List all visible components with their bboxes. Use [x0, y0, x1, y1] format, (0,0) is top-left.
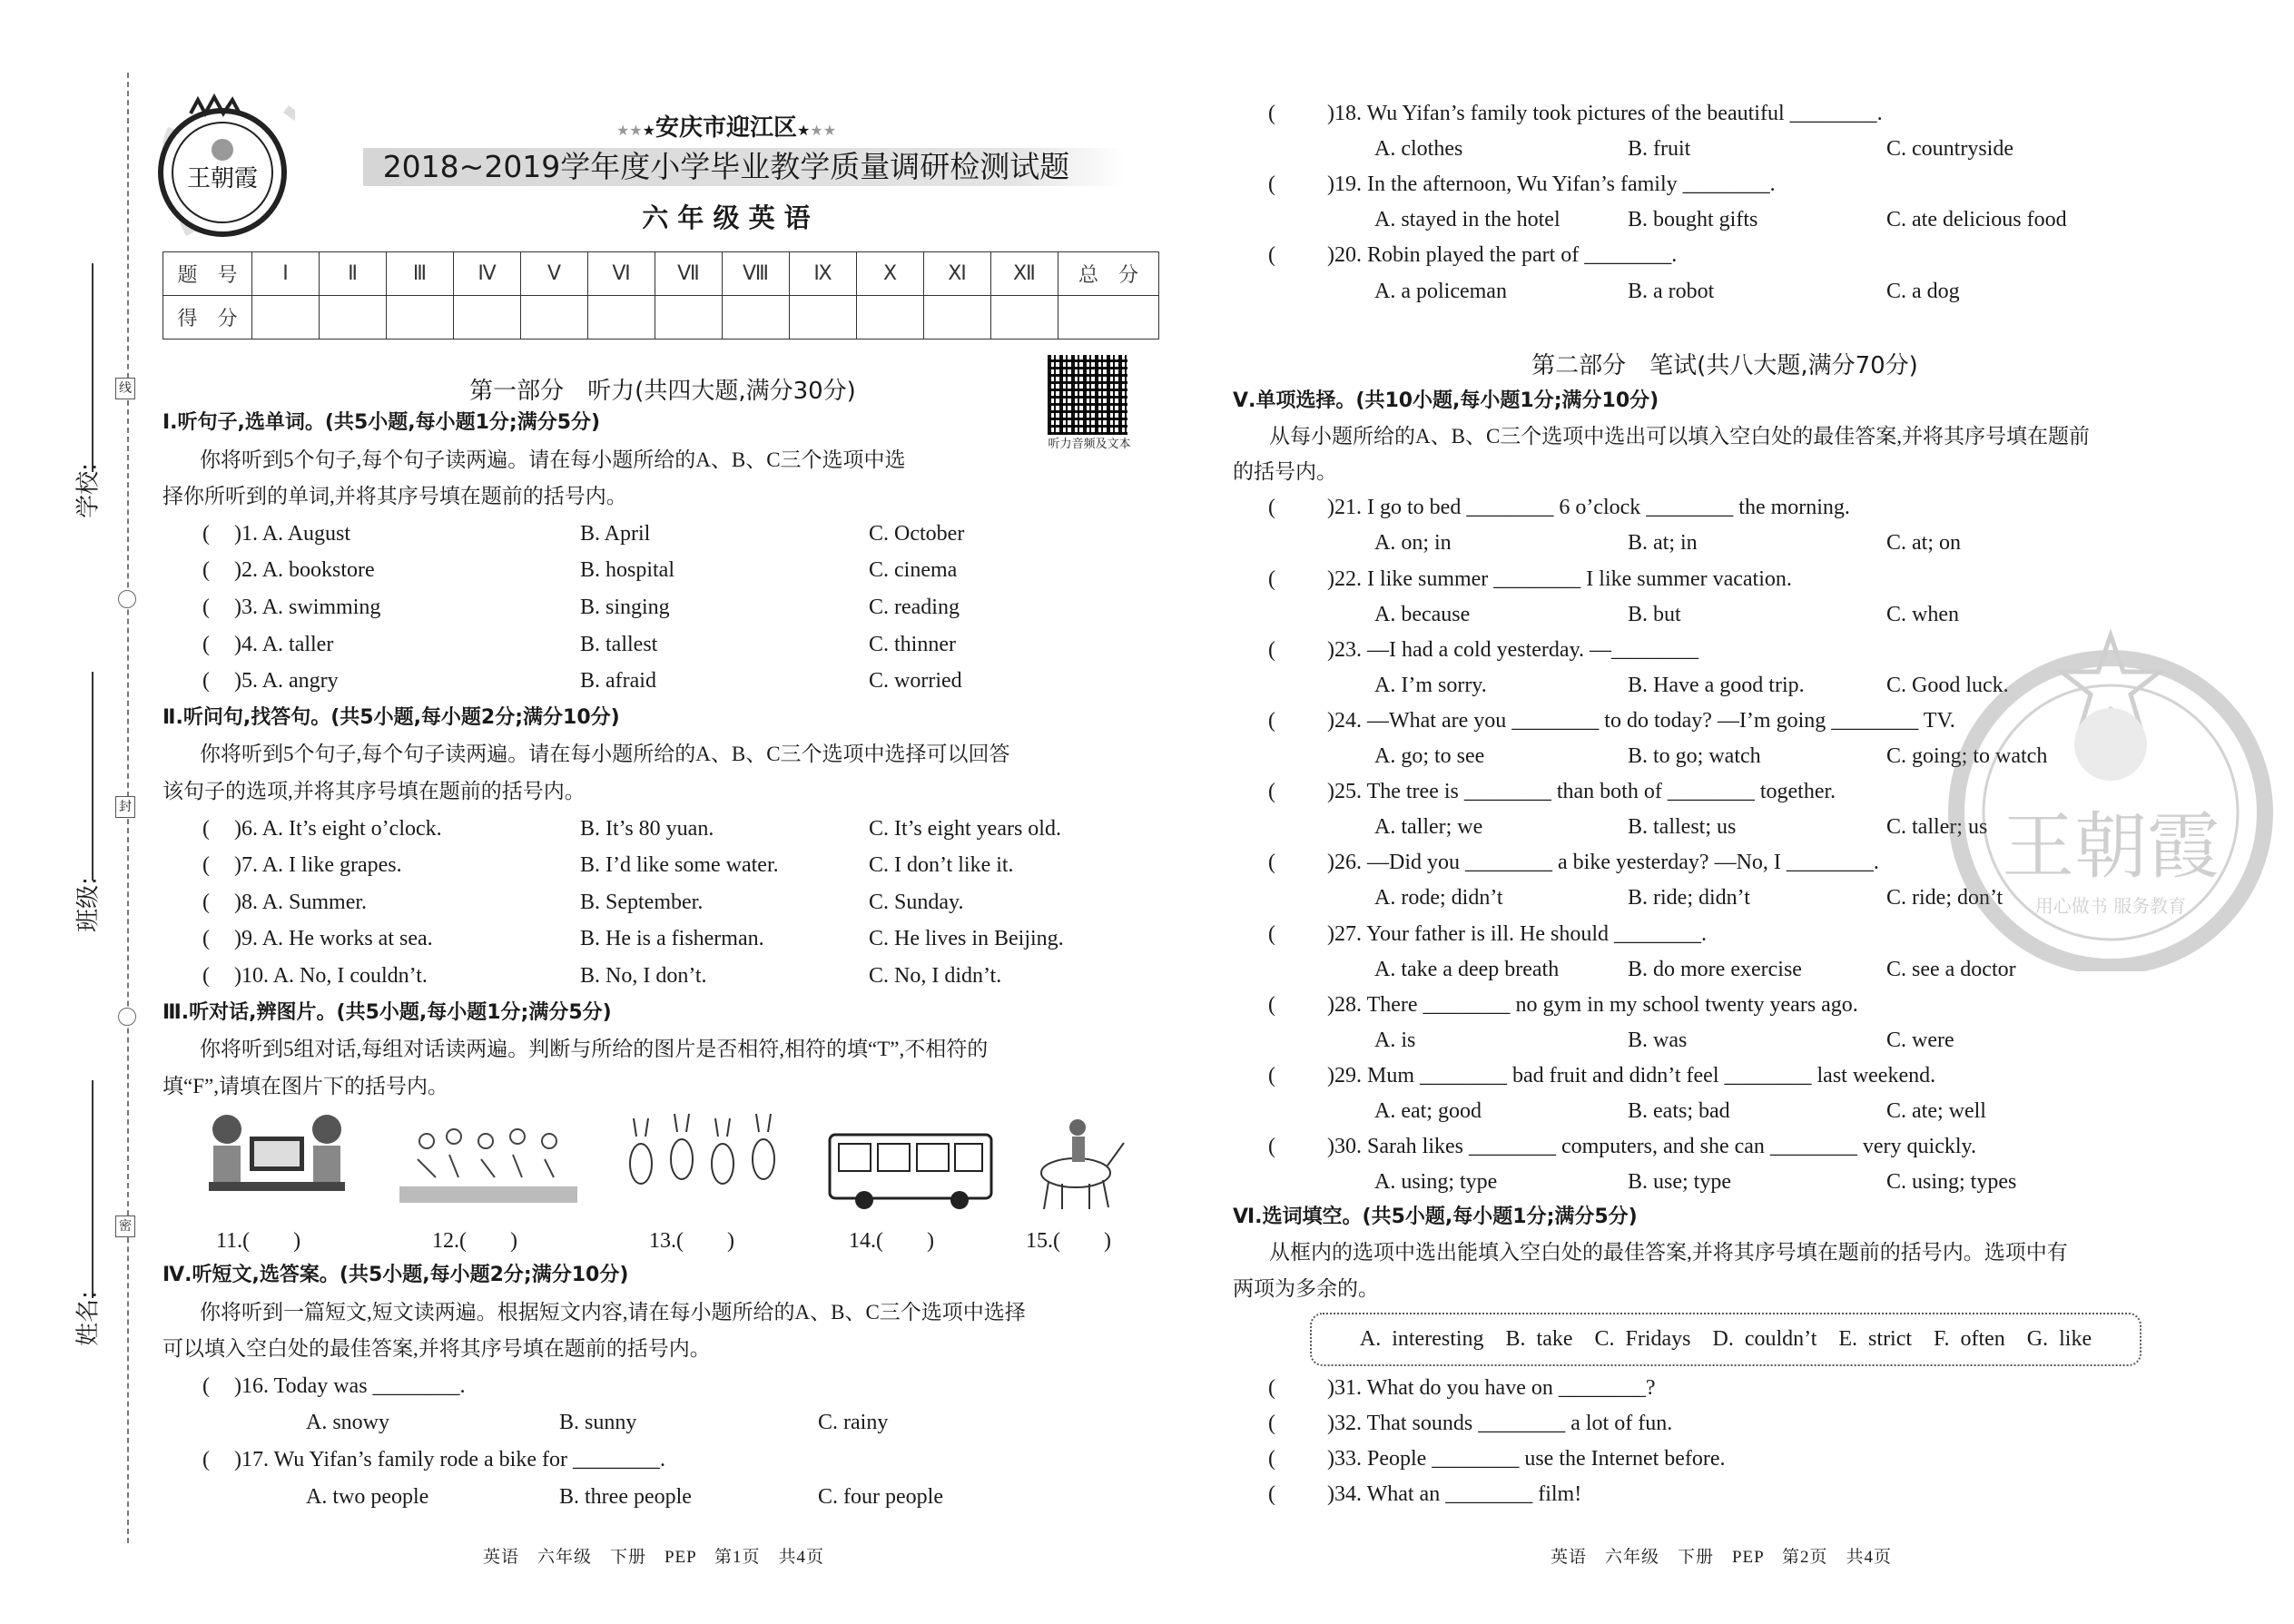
option-a: A. angry	[261, 669, 339, 694]
total-label: 总 分	[1058, 252, 1159, 296]
question-stem: Sarah likes ________ computers, and she can ________ very quickly.	[1367, 1135, 1976, 1159]
question-number-value: 27	[1334, 921, 1356, 946]
option-a: A. bookstore	[261, 558, 375, 583]
seal-char-secret: 密	[115, 1216, 135, 1237]
question-number-value: 20	[1334, 243, 1356, 268]
option-a: A. a policeman	[1374, 279, 1507, 303]
answer-bracket[interactable]: (	[1268, 1376, 1275, 1400]
answer-bracket[interactable]: (	[1268, 992, 1275, 1017]
section-title: Ⅳ.听短文,选答案。(共5小题,每小题2分;满分10分)	[162, 1264, 629, 1286]
answer-bracket[interactable]: (	[1268, 566, 1275, 591]
question-number: )10. A. No, I couldn’t.	[234, 964, 428, 988]
question-number: )24. —What are you ________ to do today? —I’m going ________ TV.	[1327, 708, 1955, 733]
question-stem: Today was ________.	[273, 1373, 466, 1398]
option-b: B. I’d like some water.	[580, 853, 779, 878]
option-c: C. ate; well	[1886, 1099, 1986, 1123]
option-c: C. October	[869, 521, 965, 546]
column-header: Ⅳ	[454, 252, 521, 296]
option-b: B. bought gifts	[1628, 208, 1758, 232]
option-c: C. when	[1886, 602, 1959, 626]
question-stem: Robin played the part of ________.	[1367, 243, 1678, 268]
option-a: A. on; in	[1374, 531, 1452, 556]
question-20	[0, 237, 2294, 273]
question-stem: What an ________ film!	[1366, 1482, 1582, 1507]
seal-char-seal: 封	[115, 796, 135, 818]
option-b: B. No, I don’t.	[580, 964, 707, 988]
option-c: C. see a doctor	[1886, 957, 2016, 981]
instruction-line	[0, 418, 2294, 455]
question-number-value: 8	[241, 890, 252, 914]
answer-options	[0, 202, 2294, 238]
option-b: B. to go; watch	[1628, 744, 1761, 768]
option-c: C. No, I didn’t.	[869, 964, 1002, 988]
question-number-value: 2	[241, 558, 252, 583]
part1-heading: 第一部分 听力(共四大题,满分30分)	[469, 378, 856, 405]
question-number: )25. The tree is ________ than both of ________ together.	[1327, 780, 1836, 804]
answer-bracket[interactable]: (	[1268, 172, 1275, 197]
picture-label-13[interactable]: 13.( )	[649, 1229, 734, 1253]
section-title: Ⅵ.选词填空。(共5小题,每小题1分;满分5分)	[1233, 1206, 1638, 1229]
option-a: A. No, I couldn’t.	[272, 964, 428, 988]
option-c: C. I don’t like it.	[869, 853, 1014, 878]
option-a: A. taller; we	[1374, 815, 1483, 840]
answer-bracket[interactable]: (	[202, 1448, 210, 1471]
question-number: )34. What an ________ film!	[1327, 1482, 1582, 1507]
picture-label-15[interactable]: 15.( )	[1026, 1229, 1111, 1253]
question-number-value: 21	[1334, 496, 1356, 520]
question-number-value: 22	[1334, 566, 1356, 591]
option-a: A. go; to see	[1374, 744, 1485, 768]
column-header: Ⅴ	[521, 252, 588, 296]
question-number: )27. Your father is ill. He should ________.	[1327, 921, 1707, 946]
seal-char-line: 线	[115, 378, 135, 399]
option-a: A. stayed in the hotel	[1374, 208, 1561, 232]
option-b: B. hospital	[580, 558, 675, 583]
column-header: Ⅲ	[387, 252, 454, 296]
question-number-value: 16	[241, 1373, 263, 1398]
answer-bracket[interactable]: (	[1268, 637, 1275, 662]
column-header: Ⅰ	[252, 252, 320, 296]
answer-bracket[interactable]: (	[202, 669, 210, 694]
question-number: )6. A. It’s eight o’clock.	[234, 816, 442, 841]
instruction-text: 两项为多余的。	[1233, 1276, 1379, 1300]
option-c: C. cinema	[869, 558, 958, 583]
option-a: A. swimming	[261, 595, 381, 619]
instruction-text: 你将听到一篇短文,短文读两遍。根据短文内容,请在每小题所给的A、B、C三个选项中选择	[200, 1300, 1026, 1324]
option-b: B. tallest	[580, 632, 658, 656]
question-stem: Your father is ill. He should ________.	[1366, 921, 1707, 946]
question-number-value: 29	[1334, 1063, 1356, 1088]
question-number-label: 题 号	[163, 252, 252, 296]
question-number-value: 24	[1334, 708, 1356, 733]
question-number: )30. Sarah likes ________ computers, and she can ________ very quickly.	[1327, 1135, 1976, 1159]
question-number: )3. A. swimming	[234, 595, 381, 619]
question-number-value: 4	[241, 632, 252, 656]
option-b: B. ride; didn’t	[1628, 886, 1750, 910]
option-b: B. singing	[580, 595, 670, 619]
question-number-value: 25	[1334, 780, 1356, 804]
answer-options	[0, 525, 2294, 561]
option-a: A. He works at sea.	[261, 927, 433, 951]
question-29	[0, 1058, 2294, 1094]
option-a: A. eat; good	[1374, 1099, 1482, 1123]
answer-bracket[interactable]: (	[202, 964, 210, 988]
option-a: A. August	[261, 521, 351, 546]
question-stem: In the afternoon, Wu Yifan’s family ________.	[1367, 172, 1776, 197]
score-label: 得 分	[163, 296, 252, 340]
option-c: C. four people	[818, 1484, 943, 1509]
question-number-value: 28	[1334, 992, 1356, 1017]
question-number-value: 23	[1334, 637, 1356, 662]
answer-bracket[interactable]: (	[202, 595, 210, 619]
option-c: C. countryside	[1886, 137, 2013, 162]
question-32	[0, 1405, 2294, 1442]
column-header: Ⅸ	[790, 252, 857, 296]
question-number-value: 34	[1334, 1482, 1356, 1507]
answer-bracket[interactable]: (	[1268, 1482, 1275, 1507]
option-a: A. It’s eight o’clock.	[261, 816, 442, 841]
question-number-value: 6	[241, 816, 252, 841]
instruction-text: 择你所听到的单词,并将其序号填在题前的括号内。	[162, 485, 627, 508]
instruction-line	[0, 454, 2294, 490]
answer-bracket[interactable]: (	[202, 927, 210, 951]
question-stem: That sounds ________ a lot of fun.	[1366, 1412, 1673, 1436]
star-icon: ★	[642, 122, 655, 139]
option-a: A. take a deep breath	[1374, 957, 1560, 981]
question-number: )1. A. August	[234, 521, 351, 546]
question-stem: —Did you ________ a bike yesterday? —No, I ________.	[1367, 851, 1879, 875]
question-19	[0, 166, 2294, 202]
option-b: B. use; type	[1628, 1170, 1731, 1195]
instruction-line	[0, 1271, 2294, 1307]
option-c: C. going; to watch	[1886, 744, 2048, 768]
instruction-text: 可以填入空白处的最佳答案,并将其序号填在题前的括号内。	[162, 1337, 711, 1361]
question-stem: I like summer ________ I like summer vacation.	[1367, 566, 1792, 591]
option-a: A. snowy	[306, 1411, 390, 1435]
question-number: )32. That sounds ________ a lot of fun.	[1327, 1412, 1673, 1436]
option-c: C. It’s eight years old.	[869, 816, 1061, 841]
option-c: C. Sunday.	[869, 890, 964, 914]
option-c: C. ride; don’t	[1886, 886, 2004, 910]
option-a: A. because	[1374, 602, 1471, 626]
watermark-slogan: 用心做书 服务教育	[2034, 895, 2187, 917]
section-title: Ⅴ.单项选择。(共10小题,每小题1分;满分10分)	[1233, 389, 1659, 412]
option-b: B. three people	[559, 1484, 692, 1509]
answer-options	[0, 131, 2294, 167]
answer-bracket[interactable]: (	[202, 558, 210, 583]
instruction-text: 你将听到5个句子,每个句子读两遍。请在每小题所给的A、B、C三个选项中选	[200, 448, 906, 471]
question-number-value: 32	[1334, 1412, 1356, 1436]
watermark-name: 王朝霞	[2002, 804, 2220, 889]
exam-title: 2018~2019学年度小学毕业教学质量调研检测试题	[382, 149, 1070, 184]
question-number: )16. Today was ________.	[234, 1373, 466, 1398]
option-b: B. It’s 80 yuan.	[580, 816, 714, 841]
option-a: A. is	[1374, 1028, 1416, 1052]
option-b: B. April	[580, 521, 651, 546]
column-header: Ⅷ	[723, 252, 790, 296]
option-c: C. He lives in Beijing.	[869, 927, 1064, 951]
column-header: Ⅺ	[924, 252, 991, 296]
instruction-text: 填“F”,请填在图片下的括号内。	[162, 1074, 448, 1097]
option-b: B. tallest; us	[1628, 815, 1737, 840]
section-header	[0, 1199, 2294, 1235]
section-title: Ⅲ.听对话,辨图片。(共5小题,每小题1分;满分5分)	[162, 1000, 612, 1024]
answer-bracket[interactable]: (	[1268, 1447, 1275, 1471]
instruction-text: 的括号内。	[1233, 460, 1337, 484]
option-b: B. was	[1628, 1028, 1688, 1052]
question-number-value: 31	[1334, 1376, 1356, 1400]
question-number: )8. A. Summer.	[234, 890, 368, 914]
question-number: )28. There ________ no gym in my school twenty years ago.	[1327, 992, 1858, 1017]
option-c: C. using; types	[1886, 1170, 2017, 1195]
question-number-value: 33	[1334, 1447, 1356, 1471]
question-number: )22. I like summer ________ I like summer vacation.	[1327, 566, 1792, 591]
option-b: B. sunny	[559, 1411, 637, 1435]
question-number: )21. I go to bed ________ 6 o’clock ________ the morning.	[1327, 496, 1850, 520]
question-number: )18. Wu Yifan’s family took pictures of the beautiful ________.	[1327, 102, 1883, 125]
option-b: B. afraid	[580, 669, 656, 694]
option-a: A. rode; didn’t	[1374, 886, 1503, 910]
question-stem: People ________ use the Internet before.	[1367, 1447, 1726, 1471]
answer-bracket[interactable]: (	[202, 816, 210, 841]
section-title: Ⅰ.听句子,选单词。(共5小题,每小题1分;满分5分)	[162, 411, 601, 434]
instruction-text: 你将听到5个句子,每个句子读两遍。请在每小题所给的A、B、C三个选项中选择可以回答	[200, 743, 1010, 766]
question-number: )17. Wu Yifan’s family rode a bike for ________.	[234, 1448, 665, 1471]
question-31	[0, 1370, 2294, 1406]
question-number: )29. Mum ________ bad fruit and didn’t feel ________ last weekend.	[1327, 1063, 1936, 1088]
option-c: C. thinner	[869, 632, 956, 656]
question-number-value: 30	[1334, 1135, 1356, 1159]
option-b: B. do more exercise	[1628, 957, 1802, 981]
question-number: )7. A. I like grapes.	[234, 853, 402, 878]
option-a: A. clothes	[1374, 137, 1463, 162]
question-21	[0, 489, 2294, 526]
question-33	[0, 1441, 2294, 1477]
question-number: )19. In the afternoon, Wu Yifan’s family ________.	[1327, 172, 1776, 197]
question-18	[0, 95, 2294, 132]
answer-options	[0, 1022, 2294, 1058]
instruction-text: 你将听到5组对话,每组对话读两遍。判断与所给的图片是否相符,相符的填“T”,不相符的	[200, 1038, 989, 1061]
question-22	[0, 561, 2294, 597]
svg-text:王朝霞: 王朝霞	[186, 165, 259, 192]
question-stem: Mum ________ bad fruit and didn’t feel ________ last weekend.	[1367, 1063, 1936, 1088]
question-number: )9. A. He works at sea.	[234, 927, 433, 951]
question-stem: Wu Yifan’s family rode a bike for ________.	[273, 1448, 665, 1471]
question-28	[0, 987, 2294, 1023]
question-number: )33. People ________ use the Internet before.	[1327, 1447, 1726, 1471]
question-number-value: 26	[1334, 851, 1356, 875]
column-header: Ⅱ	[320, 252, 387, 296]
question-number-value: 19	[1334, 172, 1356, 197]
question-stem: The tree is ________ than both of ________ together.	[1366, 780, 1836, 804]
qr-caption: 听力音频及文本	[1048, 437, 1131, 450]
question-34	[0, 1476, 2294, 1512]
question-number-value: 17	[241, 1448, 263, 1471]
question-number-value: 3	[241, 595, 252, 619]
word-bank-box: A. interesting B. take C. Fridays D. couldn’t E. strict F. often G. like	[1310, 1313, 2141, 1366]
option-a: A. taller	[261, 632, 334, 656]
instruction-line	[0, 1235, 2294, 1271]
answer-bracket[interactable]: (	[202, 632, 210, 656]
question-number-value: 9	[241, 927, 252, 951]
picture-label-14[interactable]: 14.( )	[849, 1229, 934, 1253]
column-header: Ⅹ	[857, 252, 924, 296]
name-label: 姓名:	[74, 1291, 103, 1346]
answer-bracket[interactable]: (	[202, 521, 210, 546]
star-icon: ★	[797, 122, 811, 139]
star-icon: ★★	[615, 122, 643, 139]
answer-bracket[interactable]: (	[1268, 496, 1275, 520]
section-header	[0, 383, 2294, 419]
question-stem: Wu Yifan’s family took pictures of the beautiful ________.	[1366, 102, 1883, 125]
picture-label-11[interactable]: 11.( )	[216, 1229, 301, 1253]
part2-heading: 第二部分 笔试(共八大题,满分70分)	[1531, 352, 1918, 379]
page-footer-left: 英语 六年级 下册 PEP 第1页 共4页	[482, 1548, 825, 1567]
option-b: B. but	[1628, 602, 1681, 626]
question-stem: —I had a cold yesterday. —________	[1367, 637, 1699, 662]
answer-bracket[interactable]: (	[1268, 1412, 1275, 1436]
question-number-value: 10	[241, 964, 263, 988]
question-number: )5. A. angry	[234, 669, 339, 694]
column-header: Ⅻ	[991, 252, 1058, 296]
question-number: )4. A. taller	[234, 632, 334, 656]
answer-bracket[interactable]: (	[1268, 1063, 1275, 1088]
answer-bracket[interactable]: (	[1268, 921, 1275, 946]
school-label: 学校:	[74, 463, 103, 518]
star-icon: ★★	[810, 122, 837, 139]
page-footer-right: 英语 六年级 下册 PEP 第2页 共4页	[1550, 1548, 1893, 1567]
option-a: A. using; type	[1374, 1170, 1498, 1195]
option-c: C. reading	[869, 595, 960, 619]
option-b: B. at; in	[1628, 531, 1698, 556]
question-number-value: 1	[241, 521, 252, 546]
question-number-value: 5	[241, 669, 252, 694]
answer-bracket[interactable]: (	[1268, 780, 1275, 804]
question-number: )2. A. bookstore	[234, 558, 375, 583]
option-c: C. were	[1886, 1028, 1954, 1052]
answer-bracket[interactable]: (	[1268, 1135, 1275, 1159]
option-c: C. Good luck.	[1886, 673, 2009, 697]
option-b: B. fruit	[1628, 137, 1691, 162]
option-c: C. at; on	[1886, 531, 1961, 556]
answer-bracket[interactable]: (	[202, 853, 210, 878]
option-c: C. taller; us	[1886, 815, 1988, 840]
class-label: 班级:	[74, 877, 103, 932]
option-c: C. worried	[869, 669, 962, 694]
question-stem: I go to bed ________ 6 o’clock ________ the morning.	[1367, 496, 1850, 520]
option-c: C. rainy	[818, 1411, 889, 1435]
option-a: A. I’m sorry.	[1374, 673, 1487, 697]
option-a: A. two people	[306, 1484, 429, 1509]
answer-bracket[interactable]: (	[1268, 708, 1275, 733]
answer-bracket[interactable]: (	[1268, 102, 1275, 125]
question-stem: —What are you ________ to do today? —I’m going ________ TV.	[1367, 708, 1955, 733]
question-number: )23. —I had a cold yesterday. —________	[1327, 637, 1699, 662]
question-number: )31. What do you have on ________?	[1327, 1376, 1656, 1400]
instruction-text: 从框内的选项中选出能填入空白处的最佳答案,并将其序号填在题前的括号内。选项中有	[1269, 1241, 2068, 1265]
option-a: A. Summer.	[261, 890, 368, 914]
answer-options	[0, 273, 2294, 310]
picture-label-12[interactable]: 12.( )	[432, 1229, 517, 1253]
option-a: A. I like grapes.	[261, 853, 402, 878]
section-title: Ⅱ.听问句,找答句。(共5小题,每小题2分;满分10分)	[162, 705, 620, 729]
question-number-value: 18	[1334, 102, 1356, 125]
question-number: )26. —Did you ________ a bike yesterday? —No, I ________.	[1327, 851, 1879, 875]
answer-options	[0, 1093, 2294, 1129]
question-number: )20. Robin played the part of ________.	[1327, 243, 1678, 268]
question-stem: What do you have on ________?	[1366, 1376, 1656, 1400]
answer-bracket[interactable]: (	[1268, 851, 1275, 875]
option-b: B. a robot	[1628, 279, 1715, 303]
question-30	[0, 1128, 2294, 1165]
option-c: C. ate delicious food	[1886, 208, 2067, 232]
option-b: B. eats; bad	[1628, 1099, 1730, 1123]
watermark-logo	[1943, 626, 2279, 971]
instruction-text: 该句子的选项,并将其序号填在题前的括号内。	[162, 780, 586, 802]
instruction-text: 从每小题所给的A、B、C三个选项中选出可以填入空白处的最佳答案,并将其序号填在题前	[1269, 425, 2091, 448]
column-header: Ⅶ	[655, 252, 723, 296]
answer-bracket[interactable]: (	[202, 890, 210, 914]
region-text: 安庆市迎江区	[655, 114, 797, 142]
question-stem: There ________ no gym in my school twenty years ago.	[1366, 992, 1858, 1017]
option-b: B. He is a fisherman.	[580, 927, 764, 951]
column-header: Ⅵ	[588, 252, 655, 296]
option-b: B. September.	[580, 890, 704, 914]
question-number-value: 7	[241, 853, 252, 878]
answer-options	[0, 1164, 2294, 1200]
option-c: C. a dog	[1886, 279, 1960, 303]
answer-bracket[interactable]: (	[202, 1373, 210, 1398]
answer-bracket[interactable]: (	[1268, 243, 1275, 268]
exam-subject: 六 年 级 英 语	[642, 202, 811, 233]
option-b: B. Have a good trip.	[1628, 673, 1805, 697]
